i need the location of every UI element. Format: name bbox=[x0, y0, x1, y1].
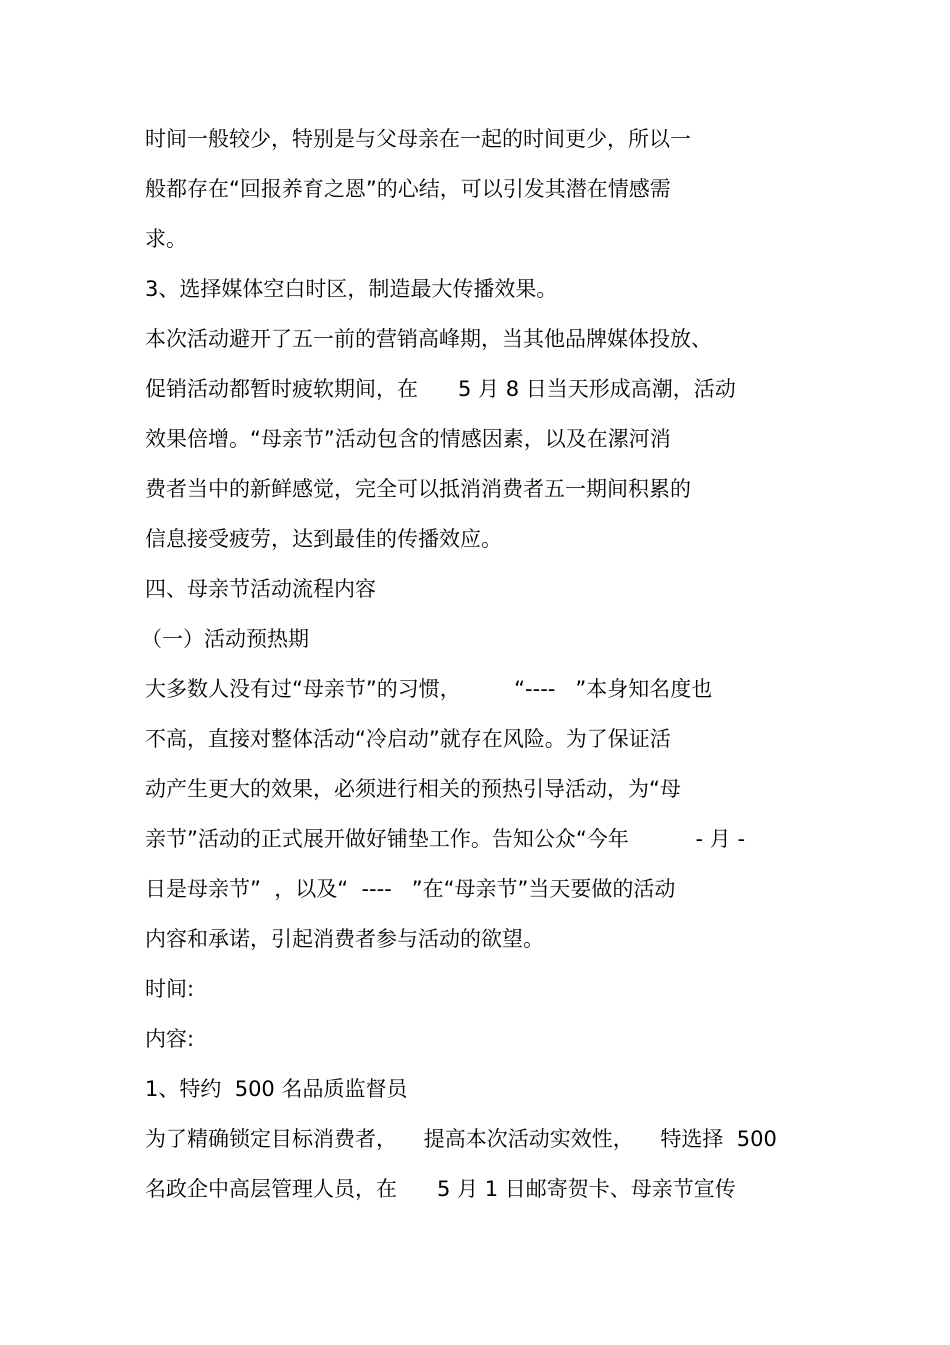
body-text-line: 不高，直接对整体活动“冷启动”就存在风险。为了保证活 bbox=[145, 727, 671, 751]
body-text-line: 动产生更大的效果，必须进行相关的预热引导活动，为“母 bbox=[145, 777, 681, 801]
body-text-line: 效果倍增。“母亲节”活动包含的情感因素，以及在漯河消 bbox=[145, 427, 671, 451]
body-text-line: 为了精确锁定目标消费者， 提高本次活动实效性， 特选择 500 bbox=[145, 1127, 777, 1151]
body-text-line: 本次活动避开了五一前的营销高峰期，当其他品牌媒体投放、 bbox=[145, 327, 712, 351]
body-text-line: 名政企中高层管理人员，在 5 月 1 日邮寄贺卡、母亲节宣传 bbox=[145, 1177, 736, 1201]
field-label-time: 时间: bbox=[145, 977, 195, 1001]
list-item-heading: 1、特约 500 名品质监督员 bbox=[145, 1077, 408, 1101]
body-text-line: 信息接受疲劳，达到最佳的传播效应。 bbox=[145, 527, 502, 551]
body-text-line: 亲节”活动的正式展开做好铺垫工作。告知公众“今年 - 月 - bbox=[145, 827, 746, 851]
body-text-line: 内容和承诺，引起消费者参与活动的欲望。 bbox=[145, 927, 544, 951]
body-text-line: 日是母亲节” ，以及“ ---- ”在“母亲节”当天要做的活动 bbox=[145, 877, 676, 901]
subsection-heading: （一）活动预热期 bbox=[141, 627, 309, 651]
section-heading: 3、选择媒体空白时区，制造最大传播效果。 bbox=[145, 277, 558, 301]
body-text-line: 费者当中的新鲜感觉，完全可以抵消消费者五一期间积累的 bbox=[145, 477, 691, 501]
body-text-line: 大多数人没有过“母亲节”的习惯， “---- ”本身知名度也 bbox=[145, 677, 713, 701]
body-text-line: 求。 bbox=[145, 227, 187, 251]
section-heading: 四、母亲节活动流程内容 bbox=[145, 577, 376, 601]
body-text-line: 时间一般较少，特别是与父母亲在一起的时间更少，所以一 bbox=[145, 127, 691, 151]
body-text-line: 促销活动都暂时疲软期间，在 5 月 8 日当天形成高潮，活动 bbox=[145, 377, 736, 401]
body-text-line: 般都存在“回报养育之恩”的心结，可以引发其潜在情感需 bbox=[145, 177, 671, 201]
field-label-content: 内容: bbox=[145, 1027, 195, 1051]
